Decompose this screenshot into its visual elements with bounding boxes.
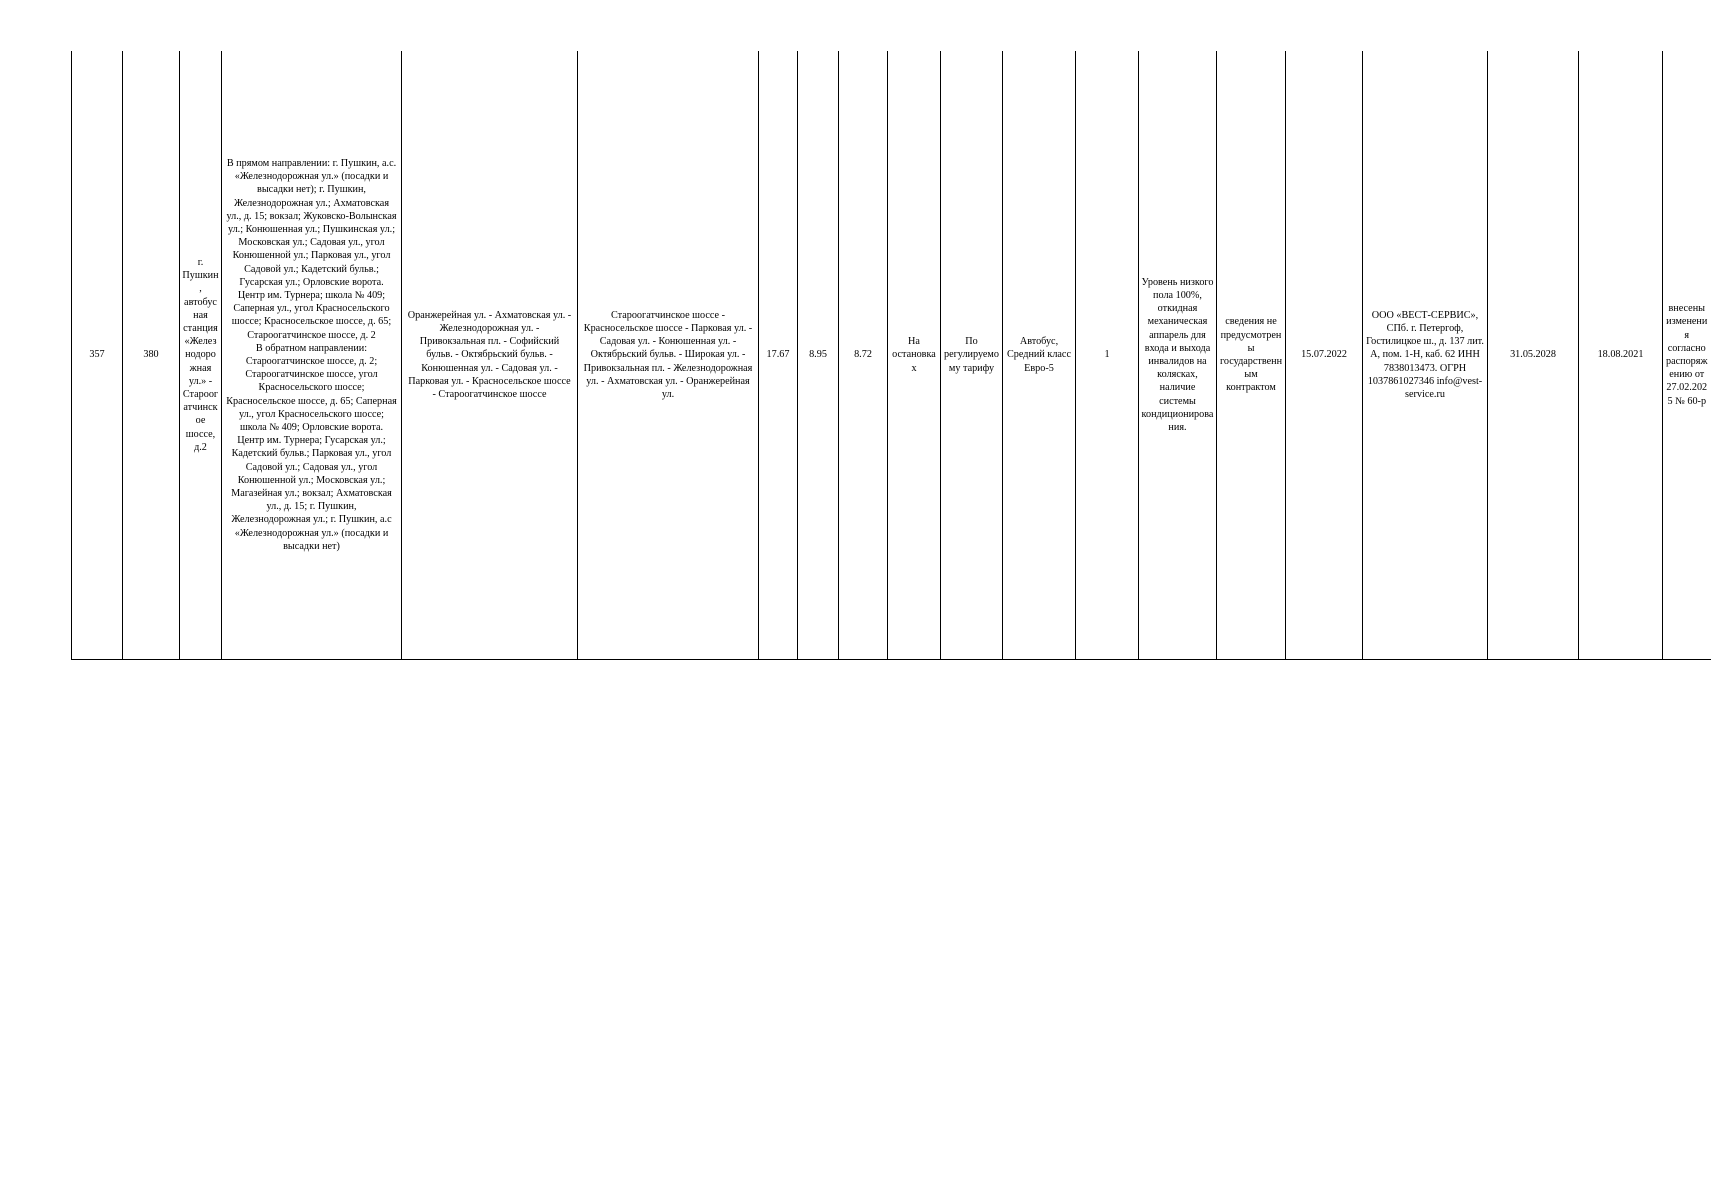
vehicle-count-cell: 1	[1076, 51, 1139, 660]
length-forward-cell: 8.95	[798, 51, 839, 660]
length-backward-cell: 8.72	[839, 51, 888, 660]
streets-backward-cell: Староогатчинское шоссе - Красносельское шоссе - Парковая ул. - Садовая ул. - Конюшенная ул. - Октябрьский бульв. - Широкая ул. - Привокзальная пл. - Железнодорожная ул. - Ахматовская ул. - Оранжерейная ул.	[578, 51, 759, 660]
stops-cell: В прямом направлении: г. Пушкин, а.с. «Железнодорожная ул.» (посадки и высадки нет); г. Пушкин, Железнодорожная ул.; Ахматовская ул., д. 15; вокзал; Жуковско-Волынская ул.; Конюшенная ул.; Пушкинская ул.; Московская ул.; Садовая ул., угол Конюшенной ул.; Парковая ул., угол Садовой ул.; Кадетский бульв.; Гусарская ул.; Орловские ворота. Центр им. Турнера; школа № 409; Саперная ул., угол Красносельского шоссе; Красносельское шоссе, д. 65; Староогатчинское шоссе, д. 2 В обратном направлении: Староогатчинское шоссе, д. 2; Староогатчинское шоссе, угол Красносельского шоссе; Красносельское шоссе, д. 65; Саперная ул., угол Красносельского шоссе; школа № 409; Орловские ворота. Центр им. Турнера; Гусарская ул.; Кадетский бульв.; Парковая ул., угол Садовой ул.; Садовая ул., угол Конюшенной ул.; Московская ул.; Магазейная ул.; вокзал; Ахматовская ул., д. 15; г. Пушкин, Железнодорожная ул.; г. Пушкин, а.с «Железнодорожная ул.» (посадки и высадки нет)	[222, 51, 402, 660]
vehicle-cell: Автобус, Средний класс Евро-5	[1003, 51, 1076, 660]
start-date-cell: 15.07.2022	[1286, 51, 1363, 660]
characteristics-cell: Уровень низкого пола 100%, откидная механическая аппарель для входа и выхода инвалидов на колясках, наличие системы кондиционирования.	[1139, 51, 1217, 660]
changes-cell: внесены изменения согласно распоряжению от 27.02.2025 № 60-р	[1663, 51, 1711, 660]
contract-info-cell: сведения не предусмотрены государственным контрактом	[1217, 51, 1286, 660]
end-date-cell: 31.05.2028	[1488, 51, 1579, 660]
decision-date-cell: 18.08.2021	[1579, 51, 1663, 660]
tariff-cell: По регулируемому тарифу	[941, 51, 1003, 660]
streets-forward-cell: Оранжерейная ул. - Ахматовская ул. - Железнодорожная ул. - Привокзальная пл. - Софийский бульв. - Октябрьский бульв. - Конюшенная ул. - Садовая ул. - Парковая ул. - Красносельское шоссе - Староогатчинское шоссе	[402, 51, 578, 660]
route-registry-table	[71, 51, 1711, 660]
boarding-order-cell: На остановках	[888, 51, 941, 660]
length-total-cell: 17.67	[759, 51, 798, 660]
route-name-cell: г. Пушкин, автобусная станция «Железнодорожная ул.» - Староогатчинское шоссе, д.2	[180, 51, 222, 660]
table-row	[72, 51, 1711, 660]
route-number-cell: 380	[123, 51, 180, 660]
registry-number-cell: 357	[72, 51, 123, 660]
carrier-cell: ООО «ВЕСТ-СЕРВИС», СПб. г. Петергоф, Гостилицкое ш., д. 137 лит. А, пом. 1-Н, каб. 62 ИНН 7838013473. ОГРН 1037861027346 info@vest-service.ru	[1363, 51, 1488, 660]
